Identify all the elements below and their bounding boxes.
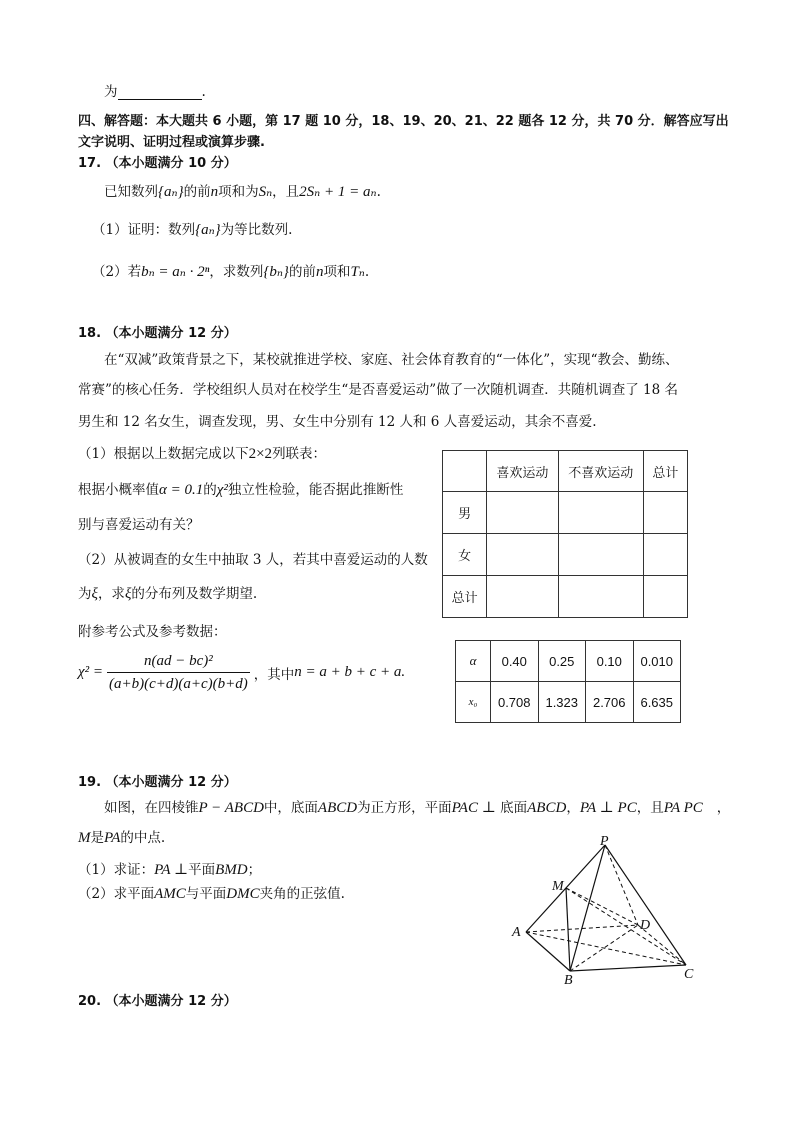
- q18-stem-line1: 在“双减”政策背景之下，某校就推进学校、家庭、社会体育教育的“一体化”，实现“教会、勤练、: [104, 352, 679, 368]
- label-m: M: [552, 879, 564, 894]
- label-a: A: [512, 925, 521, 940]
- q17-seq-a: {aₙ}: [158, 184, 184, 200]
- q17-stem-text: ，且: [272, 184, 300, 200]
- label-p: P: [600, 835, 609, 849]
- edge-ab: [526, 932, 570, 971]
- table-cell[interactable]: [643, 492, 687, 534]
- table-cell: 2.706: [586, 682, 634, 723]
- q19-math: DMC: [226, 886, 260, 902]
- table-row: [443, 534, 688, 576]
- q19-text: （1）求证：: [78, 862, 155, 878]
- q19-part1: [78, 858, 261, 879]
- table-cell[interactable]: [487, 576, 558, 618]
- q17-p2-tn: Tₙ: [350, 264, 365, 280]
- q18-part2-line2: [78, 582, 257, 603]
- q17-part1: [92, 218, 292, 239]
- edge-md: [566, 888, 638, 925]
- formula-rhs: n = a + b + c + a.: [294, 664, 406, 680]
- q19-math: ABCD: [527, 800, 567, 816]
- top-fill-suffix: .: [201, 84, 206, 100]
- q17-stem-text: 项和为: [218, 184, 259, 200]
- table-cell: 0.25: [538, 641, 586, 682]
- label-b: B: [564, 973, 573, 985]
- table-cell[interactable]: [558, 576, 643, 618]
- q18-part1-line2: [78, 478, 403, 499]
- table-cell: 0.708: [491, 682, 539, 723]
- q18-title: 18. （本小题满分 12 分）: [78, 326, 237, 341]
- table-cell: 0.10: [586, 641, 634, 682]
- edge-bc: [570, 965, 686, 971]
- table-cell: 0.40: [491, 641, 539, 682]
- q19-math: ABCD: [317, 800, 358, 816]
- q17-p1-text: 为等比数列.: [220, 222, 293, 238]
- table-cell: 6.635: [633, 682, 681, 723]
- label-d: D: [640, 918, 651, 933]
- edge-mc: [566, 888, 686, 965]
- critical-value-table: [455, 640, 681, 723]
- q20-title: 20. （本小题满分 12 分）: [78, 994, 237, 1009]
- q19-math: PA: [104, 830, 121, 846]
- q18-p1-math: 2×2: [248, 446, 273, 462]
- q17-title: 17. （本小题满分 10 分）: [78, 156, 237, 171]
- q17-p2-text: .: [364, 264, 370, 280]
- q19-text: 平面: [188, 862, 216, 878]
- q19-title: 19. （本小题满分 12 分）: [78, 775, 237, 790]
- top-fill-line: [104, 80, 206, 100]
- x0-label: x₀: [456, 682, 491, 723]
- formula-numerator: n(ad − bc)²: [107, 650, 250, 673]
- q19-math: M: [78, 830, 91, 846]
- q18-stem-line3: 男生和 12 名女生，调查发现，男、女生中分别有 12 人和 6 人喜爱运动，其余不喜爱.: [78, 414, 597, 430]
- label-c: C: [684, 967, 694, 982]
- contingency-header-row: [443, 451, 688, 492]
- q17-part2: [92, 260, 369, 281]
- header-cell: 总计: [643, 451, 687, 492]
- q18-part2-line1: （2）从被调查的女生中抽取 3 人，若其中喜爱运动的人数: [78, 552, 428, 568]
- table-cell[interactable]: [643, 534, 687, 576]
- chi-square-formula: [78, 650, 405, 695]
- q19-text: 的中点.: [120, 830, 166, 846]
- edge-pc: [605, 845, 686, 965]
- top-fill-prefix: 为: [104, 84, 118, 100]
- contingency-table: [442, 450, 688, 618]
- q18-p1-text: 的: [203, 482, 217, 498]
- q17-p2-text: 的前: [288, 264, 316, 280]
- answer-blank: [118, 85, 202, 100]
- section-4-heading-line1: 四、解答题：本大题共 6 小题，第 17 题 10 分，18、19、20、21、22 题各 12 分，共 70 分．解答应写出: [78, 114, 729, 129]
- q17-stem-text: 已知数列: [104, 184, 158, 200]
- formula-text: ，其中: [253, 666, 295, 683]
- table-cell[interactable]: [558, 534, 643, 576]
- q19-text: 是: [90, 830, 104, 846]
- q18-reference-title: 附参考公式及参考数据：: [78, 624, 227, 640]
- formula-lhs: χ² =: [78, 664, 103, 680]
- table-cell[interactable]: [487, 534, 558, 576]
- q19-text: 夹角的正弦值.: [259, 886, 345, 902]
- table-row: [443, 576, 688, 618]
- q19-text: ；: [247, 862, 262, 878]
- table-cell[interactable]: [487, 492, 558, 534]
- table-cell: 0.010: [633, 641, 681, 682]
- q17-p2-text: ，求数列: [209, 264, 264, 280]
- section-4-heading-line2: 文字说明、证明过程或演算步骤.: [78, 135, 265, 150]
- header-cell: 不喜欢运动: [558, 451, 643, 492]
- q19-math: PA ⊥: [154, 862, 189, 878]
- q17-p2-text: （2）若: [92, 264, 142, 280]
- table-row: [443, 492, 688, 534]
- q19-text: ，: [566, 800, 580, 816]
- q18-xi: ξ: [124, 586, 132, 602]
- q18-p1-text: 独立性检验，能否据此推断性: [227, 482, 404, 498]
- row-label: 女: [443, 534, 487, 576]
- q19-math: PAC ⊥: [451, 800, 496, 816]
- table-cell: 1.323: [538, 682, 586, 723]
- edge-ac: [526, 932, 686, 965]
- q19-math: PA PC: [663, 800, 703, 816]
- q19-text: 为正方形，平面: [357, 800, 452, 816]
- q19-math: BMD: [215, 862, 248, 878]
- table-cell[interactable]: [643, 576, 687, 618]
- q19-math: PA ⊥ PC: [579, 800, 637, 816]
- edge-pd: [605, 845, 638, 925]
- header-cell: 喜欢运动: [487, 451, 558, 492]
- q19-text: 与平面: [185, 886, 227, 902]
- formula-denominator: (a+b)(c+d)(a+c)(b+d): [108, 676, 248, 692]
- q18-part1-line3: 别与喜爱运动有关？: [78, 517, 200, 533]
- q18-stem-line2: 常赛”的核心任务．学校组织人员对在校学生“是否喜爱运动”做了一次随机调查．共随机调查了 18 名: [78, 382, 678, 398]
- q18-p2-text: 为: [78, 586, 92, 602]
- q17-sn: Sₙ: [258, 184, 273, 200]
- q19-stem-line1: [104, 796, 730, 817]
- q18-p2-text: ，求: [97, 586, 125, 602]
- table-cell[interactable]: [558, 492, 643, 534]
- q17-p1-text: （1）证明：数列: [92, 222, 196, 238]
- q19-math: P − ABCD: [198, 800, 264, 816]
- q19-stem-line2: [78, 826, 165, 847]
- q18-chi: χ²: [216, 482, 228, 498]
- header-cell: [443, 451, 487, 492]
- q19-text: 中，底面: [263, 800, 318, 816]
- row-label: 男: [443, 492, 487, 534]
- q18-xi: ξ: [91, 586, 98, 602]
- q18-p2-text: 的分布列及数学期望.: [131, 586, 258, 602]
- q18-p1-text: 根据小概率值: [78, 482, 159, 498]
- q17-p2-n: n: [315, 264, 324, 280]
- formula-fraction: [107, 650, 250, 695]
- q19-part2: [78, 882, 345, 903]
- q18-alpha-value: α = 0.1: [159, 482, 204, 498]
- q17-p2-eq: bₙ = aₙ · 2ⁿ: [141, 264, 210, 280]
- table-row: [456, 641, 681, 682]
- q17-stem-text: .: [376, 184, 381, 200]
- q17-p2-text: 项和: [323, 264, 351, 280]
- q19-text: 底面: [495, 800, 528, 816]
- alpha-label: α: [456, 641, 491, 682]
- q19-text: ，且: [636, 800, 664, 816]
- q17-n: n: [210, 184, 219, 200]
- q18-p1-text: 列联表：: [272, 446, 327, 462]
- q17-stem-text: 的前: [183, 184, 211, 200]
- row-label: 总计: [443, 576, 487, 618]
- q19-text: 如图，在四棱锥: [104, 800, 199, 816]
- q17-p2-seq: {bₙ}: [263, 264, 289, 280]
- pyramid-figure: [508, 835, 700, 985]
- q17-p1-seq: {aₙ}: [195, 222, 221, 238]
- q18-part1-line1: [78, 442, 326, 463]
- q17-stem: [104, 180, 381, 201]
- q18-p1-text: （1）根据以上数据完成以下: [78, 446, 249, 462]
- q19-text: ，: [716, 800, 731, 816]
- q17-equation: 2Sₙ + 1 = aₙ: [299, 184, 377, 200]
- q19-text: （2）求平面: [78, 886, 155, 902]
- table-row: [456, 682, 681, 723]
- q19-math: AMC: [154, 886, 186, 902]
